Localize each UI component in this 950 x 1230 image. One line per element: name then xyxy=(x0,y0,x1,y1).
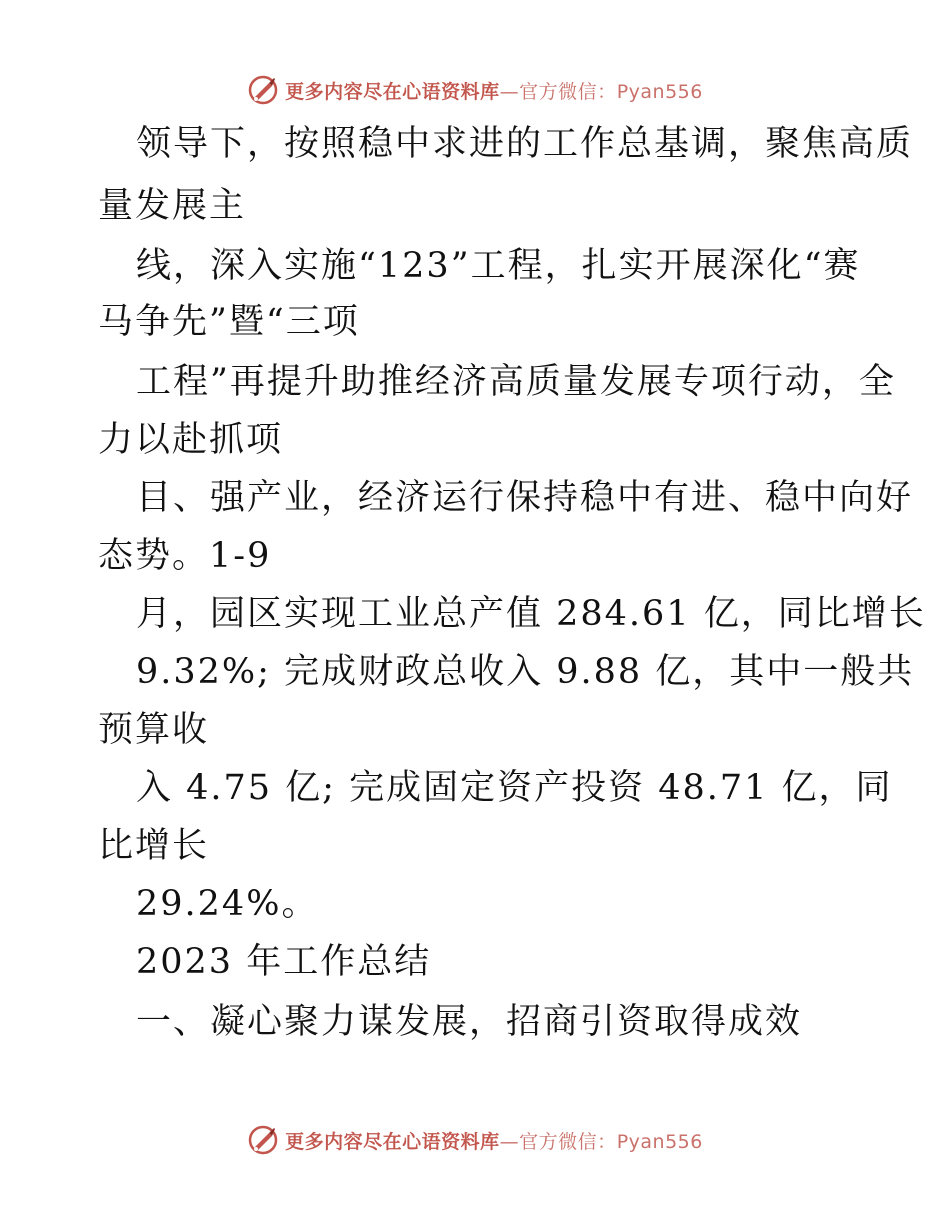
paragraph-line: 力以赴抓项 xyxy=(98,420,284,460)
footer-watermark-banner xyxy=(0,1120,950,1160)
header-watermark-text: 更多内容尽在心语资料库—官方微信：Pyan556 xyxy=(285,80,703,103)
paragraph-line: 目、强产业，经济运行保持稳中有进、稳中向好 xyxy=(136,478,914,518)
quill-logo-icon xyxy=(247,1124,279,1156)
quill-logo-icon xyxy=(247,74,279,106)
paragraph-line: 领导下，按照稳中求进的工作总基调，聚焦高质 xyxy=(136,124,914,164)
header-watermark-banner xyxy=(0,70,950,110)
paragraph-line: 比增长 xyxy=(98,826,210,866)
paragraph-line: 月，园区实现工业总产值 284.61 亿，同比增长 xyxy=(136,594,926,634)
paragraph-line: 9.32%; 完成财政总收入 9.88 亿，其中一般共 xyxy=(136,652,915,692)
paragraph-line: 工程”再提升助推经济高质量发展专项行动，全 xyxy=(136,362,896,402)
paragraph-line: 线，深入实施“123”工程，扎实开展深化“赛 xyxy=(136,246,861,286)
section-heading: 一、凝心聚力谋发展，招商引资取得成效 xyxy=(136,1002,803,1042)
paragraph-line: 预算收 xyxy=(98,710,210,750)
paragraph-line: 29.24%。 xyxy=(136,884,319,924)
footer-watermark-text: 更多内容尽在心语资料库—官方微信：Pyan556 xyxy=(285,1130,703,1153)
paragraph-line: 入 4.75 亿; 完成固定资产投资 48.71 亿，同 xyxy=(136,768,893,808)
paragraph-line: 马争先”暨“三项 xyxy=(98,302,360,342)
paragraph-line: 量发展主 xyxy=(98,186,247,226)
paragraph-line: 态势。1-9 xyxy=(98,536,272,576)
section-heading: 2023 年工作总结 xyxy=(136,942,432,982)
